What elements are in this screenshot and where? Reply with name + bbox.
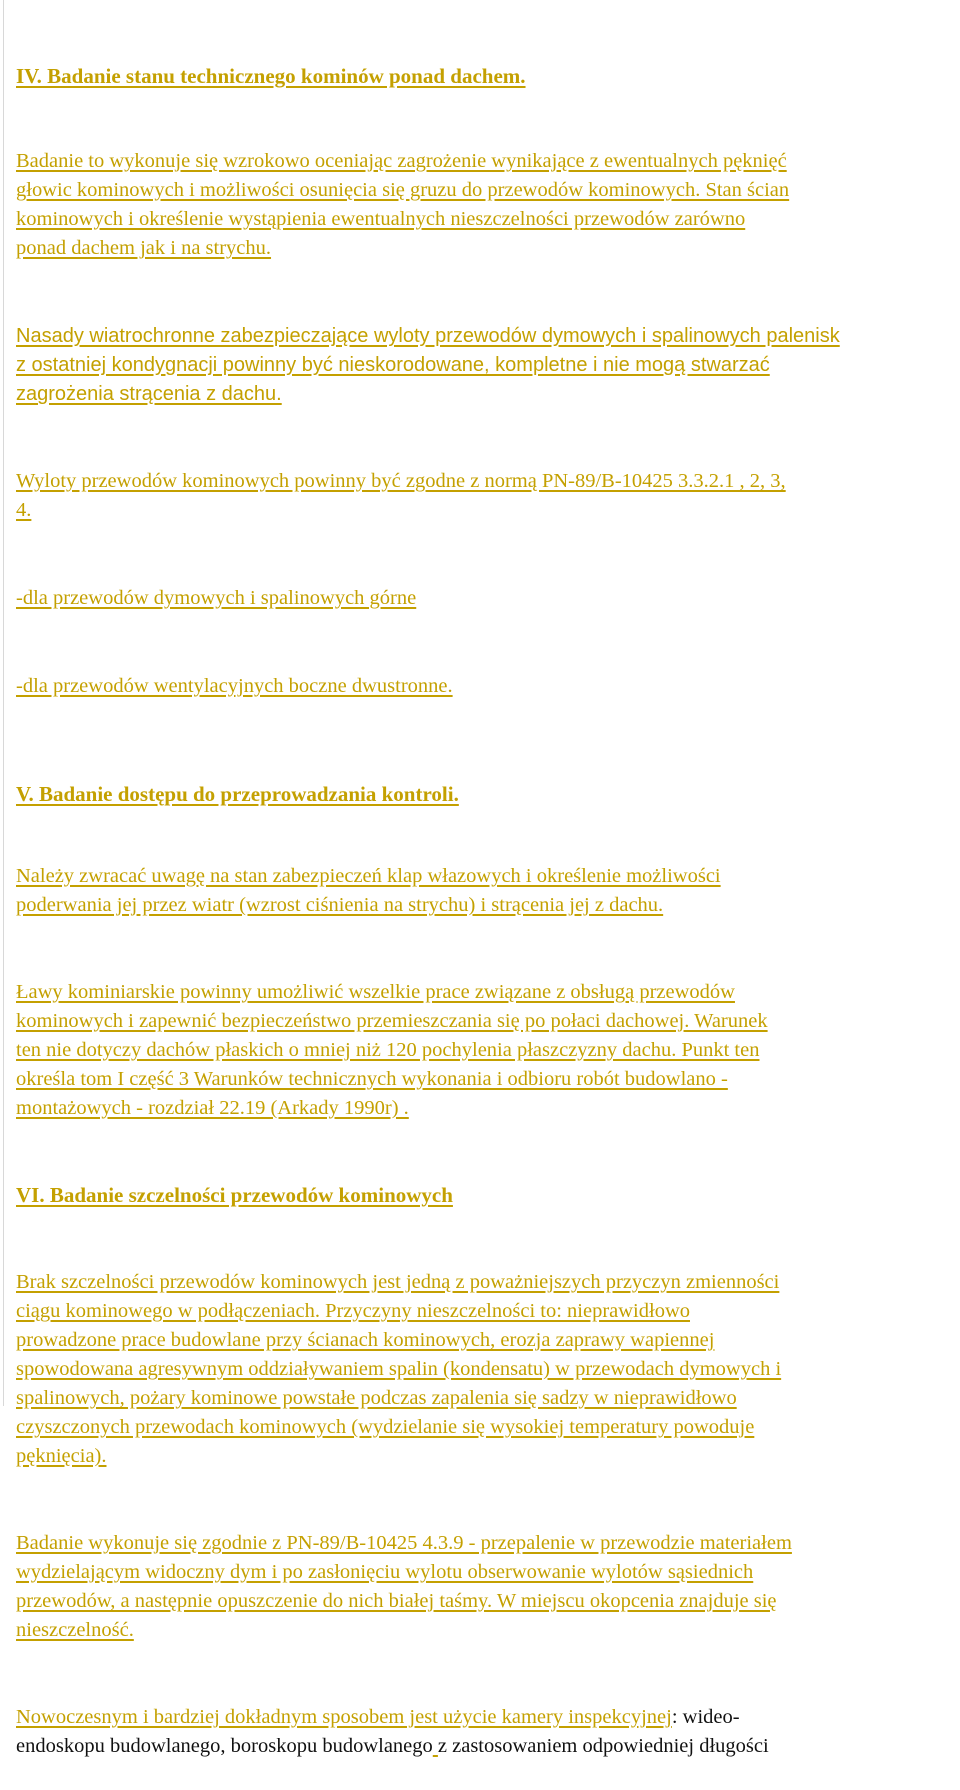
section-vi-paragraph-3-line-2-end: z zastosowaniem odpowiedniej długości: [437, 1735, 769, 1757]
section-vi-paragraph-3-plain: : wideo-: [671, 1706, 740, 1728]
section-iv-paragraph-4-text[interactable]: -dla przewodów dymowych i spalinowych górne: [16, 587, 417, 609]
left-margin-rule: [3, 0, 4, 1406]
section-vi-paragraph-2-text[interactable]: Badanie wykonuje się zgodnie z PN-89/B-10425 4.3.9 - przepalenie w przewodzie materiałem wydzielającym widoczny dym i po zasłonięciu wylotu obserwowanie wylotów sąsiednich przewodów, a następnie opuszczenie do nich białej taśmy. W miejscu okopcenia znajduje się nieszczelność.: [16, 1532, 792, 1641]
section-vi-paragraph-3-line-2-start: endoskopu budowlanego, boroskopu budowlanego: [16, 1735, 433, 1757]
section-vi-paragraph-1[interactable]: [16, 1239, 956, 1471]
section-iv-paragraph-2-text[interactable]: Nasady wiatrochronne zabezpieczające wyloty przewodów dymowych i spalinowych palenisk z ostatniej kondygnacji powinny być nieskorodowane, kompletne i nie mogą stwarzać zagrożenia strącenia z dachu.: [16, 325, 840, 405]
section-iv-paragraph-2[interactable]: [16, 293, 956, 409]
section-vi-heading[interactable]: [16, 1152, 956, 1210]
section-iv-heading[interactable]: [16, 33, 956, 91]
section-v-heading-text[interactable]: V. Badanie dostępu do przeprowadzania kontroli.: [16, 782, 459, 806]
section-iv-paragraph-3[interactable]: [16, 438, 956, 525]
section-iv-paragraph-5[interactable]: [16, 643, 956, 701]
section-iv-heading-text[interactable]: IV. Badanie stanu technicznego kominów ponad dachem.: [16, 64, 526, 88]
section-vi-paragraph-1-text[interactable]: Brak szczelności przewodów kominowych jest jedną z poważniejszych przyczyn zmienności ciągu kominowego w podłączeniach. Przyczyny nieszczelności to: nieprawidłowo prowadzone prace budowlane przy ścianach kominowych, erozja zaprawy wapiennej spowodowana agresywnym oddziaływaniem spalin (kondensatu) w przewodach dymowych i spalinowych, pożary kominowe powstałe podczas zapalenia się sadzy w nieprawidłowo czyszczonych przewodach kominowych (wydzielanie się wysokiej temperatury powoduje pęknięcia).: [16, 1271, 782, 1467]
section-v-heading[interactable]: [16, 751, 956, 809]
section-vi-heading-text[interactable]: VI. Badanie szczelności przewodów kominowych: [16, 1183, 453, 1207]
section-vi-paragraph-3-link[interactable]: Nowoczesnym i bardziej dokładnym sposobem jest użycie kamery inspekcyjnej: [16, 1706, 672, 1728]
document-content: [16, 33, 956, 1790]
section-iv-paragraph-4[interactable]: [16, 555, 956, 613]
section-v-paragraph-2-text[interactable]: Ławy kominiarskie powinny umożliwić wszelkie prace związane z obsługą przewodów kominowych i zapewnić bezpieczeństwo przemieszczania się po połaci dachowej. Warunek ten nie dotyczy dachów płaskich o mniej niż 120 pochylenia płaszczyzny dachu. Punkt ten określa tom I część 3 Warunków technicznych wykonania i odbioru robót budowlano - montażowych - rozdział 22.19 (Arkady 1990r) .: [16, 981, 768, 1119]
section-vi-paragraph-3[interactable]: [16, 1674, 956, 1790]
section-v-paragraph-1[interactable]: [16, 833, 956, 920]
section-iv-paragraph-1[interactable]: [16, 118, 956, 263]
section-iv-paragraph-5-text[interactable]: -dla przewodów wentylacyjnych boczne dwustronne.: [16, 675, 453, 697]
section-vi-paragraph-2[interactable]: [16, 1500, 956, 1645]
section-vi-paragraph-3-line-2: [16, 1732, 956, 1761]
section-iv-paragraph-3-text[interactable]: Wyloty przewodów kominowych powinny być zgodne z normą PN-89/B-10425 3.3.2.1 , 2, 3, 4.: [16, 470, 786, 521]
section-v-paragraph-2[interactable]: [16, 949, 956, 1123]
section-v-paragraph-1-text[interactable]: Należy zwracać uwagę na stan zabezpieczeń klap włazowych i określenie możliwości poderwania jej przez wiatr (wzrost ciśnienia na strychu) i strącenia jej z dachu.: [16, 865, 721, 916]
section-iv-paragraph-1-text[interactable]: Badanie to wykonuje się wzrokowo oceniając zagrożenie wynikające z ewentualnych pęknięć głowic kominowych i możliwości osunięcia się gruzu do przewodów kominowych. Stan ścian kominowych i określenie wystąpienia ewentualnych nieszczelności przewodów zarówno ponad dachem jak i na strychu.: [16, 150, 790, 259]
